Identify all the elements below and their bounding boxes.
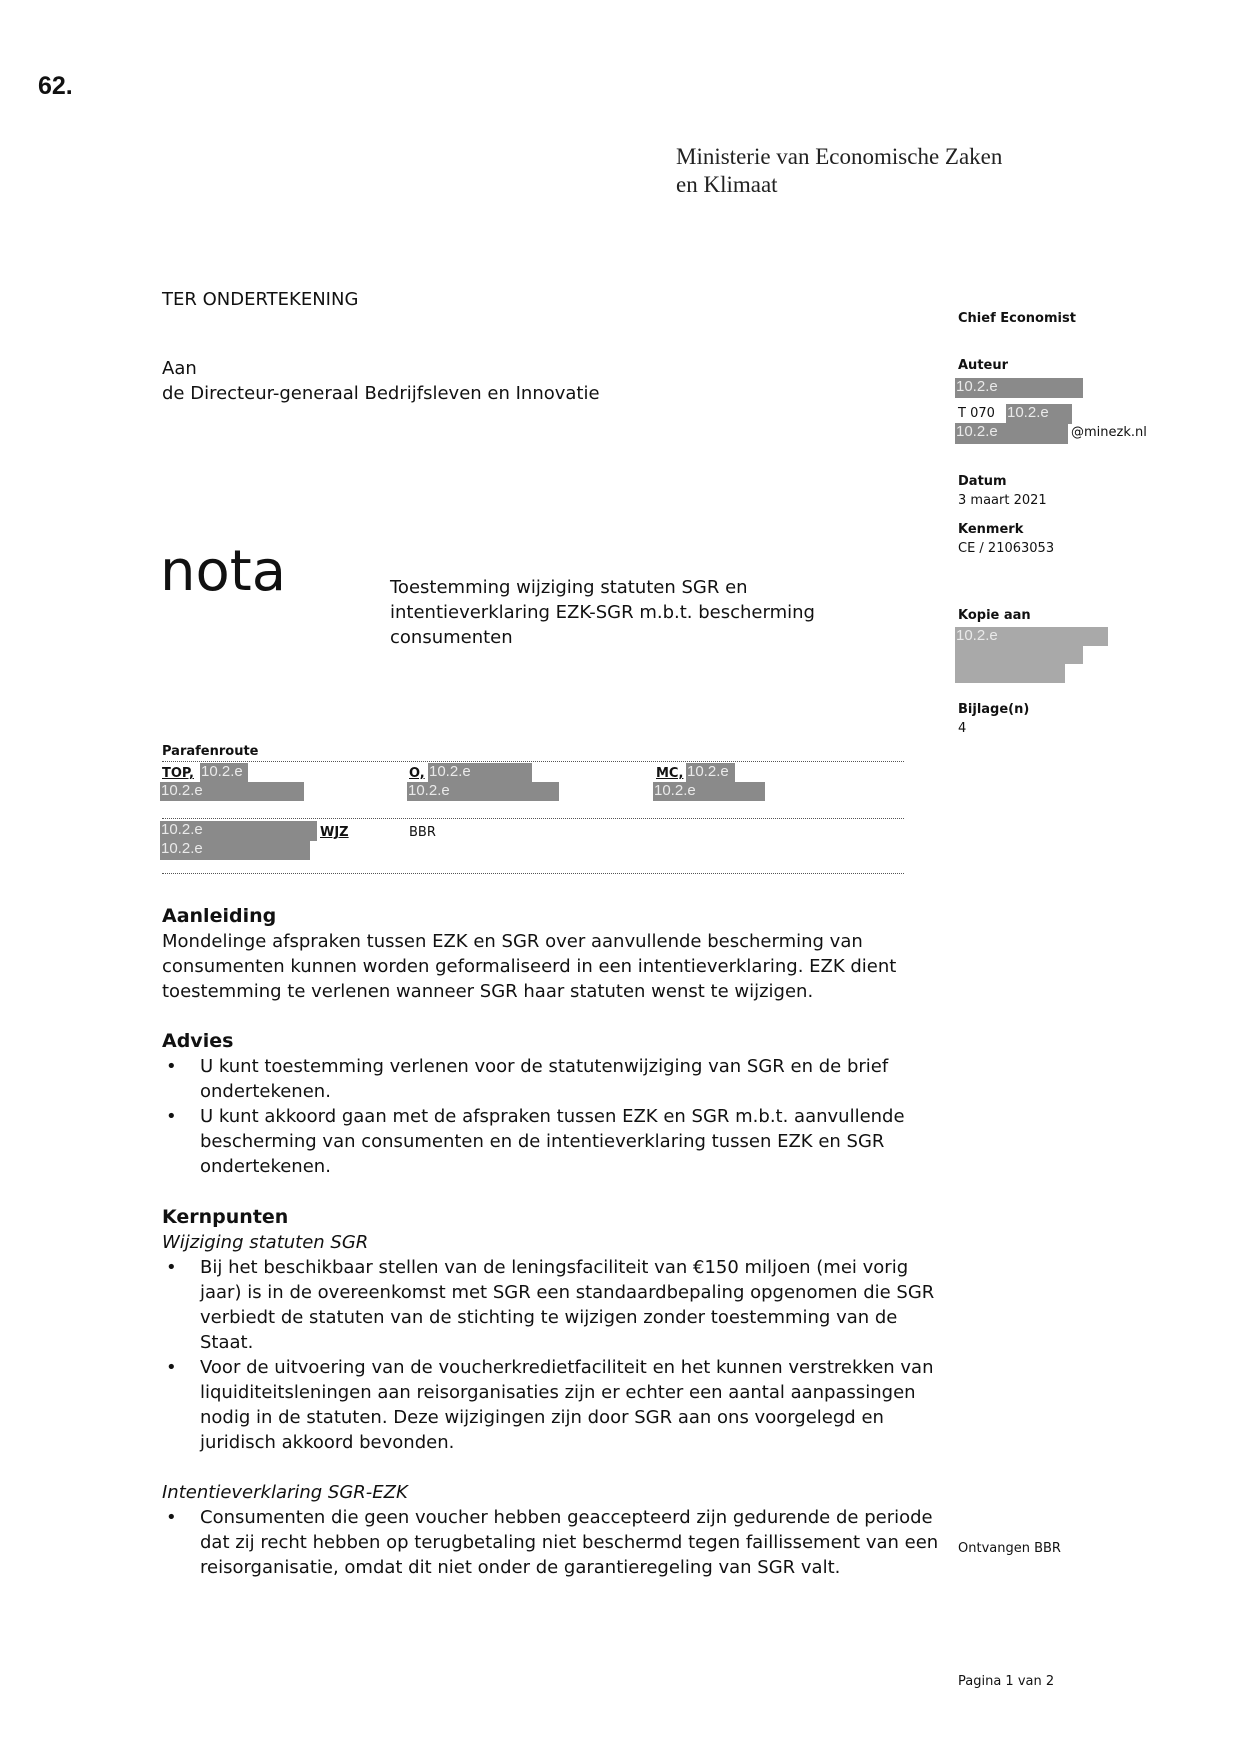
- subject: Toestemming wijziging statuten SGR en intentieverklaring EZK-SGR m.b.t. bescherming consumenten: [390, 577, 815, 648]
- redaction-copy: 10.2.e: [955, 627, 1108, 646]
- list-item: • Voor de uitvoering van de voucherkredietfaciliteit en het kunnen verstrekken van liquiditeitsleningen aan reisorganisaties zijn er echter een aantal aanpassingen nodig in de statuten. Deze wijzigingen zijn door SGR aan ons voorgelegd en juridisch akkoord bevonden.: [162, 1355, 952, 1455]
- route-divider-2: [162, 818, 904, 819]
- redaction-route-top-2: 10.2.e: [160, 782, 304, 801]
- author-label: Auteur: [958, 358, 1009, 373]
- redaction-route-mc-2: 10.2.e: [653, 782, 765, 801]
- redaction-route-mc: 10.2.e: [686, 763, 735, 782]
- phone-prefix: T 070: [958, 406, 995, 421]
- route-divider-1: [162, 761, 904, 762]
- page-footer: Pagina 1 van 2: [958, 1674, 1055, 1689]
- document-number: 62.: [38, 72, 73, 100]
- route-top: TOP,: [162, 766, 194, 781]
- section-aanleiding-title: Aanleiding: [162, 905, 277, 927]
- reference-value: CE / 21063053: [958, 541, 1055, 556]
- redaction-author: 10.2.e: [955, 378, 1083, 398]
- redaction-route-o: 10.2.e: [428, 763, 532, 782]
- redaction-route-top: 10.2.e: [200, 763, 248, 782]
- redaction-phone: 10.2.e: [1006, 404, 1072, 424]
- kernpunten-list-1: [162, 1255, 952, 1455]
- list-item: • Consumenten die geen voucher hebben geaccepteerd zijn gedurende de periode dat zij recht hebben op terugbetaling niet beschermd tegen faillissement van een reisorganisatie, omdat dit niet onder de garantieregeling van SGR valt.: [162, 1505, 952, 1580]
- attachments-value: 4: [958, 721, 967, 736]
- section-kernpunten-title: Kernpunten: [162, 1206, 289, 1228]
- route-divider-3: [162, 873, 904, 874]
- department: Chief Economist: [958, 311, 1076, 326]
- redaction-route-wjz: 10.2.e: [160, 821, 317, 841]
- list-item: • U kunt akkoord gaan met de afspraken tussen EZK en SGR m.b.t. aanvullende bescherming van consumenten en de intentieverklaring tussen EZK en SGR ondertekenen.: [162, 1104, 952, 1179]
- ministry-line-1: Ministerie van Economische Zaken: [676, 144, 1003, 169]
- list-item: • Bij het beschikbaar stellen van de leningsfaciliteit van €150 miljoen (mei vorig jaar) is in de overeenkomst met SGR een standaardbepaling opgenomen die SGR verbiedt de statuten van de stichting te wijzigen zonder toestemming van de Staat.: [162, 1255, 952, 1355]
- redaction-copy-block: [955, 645, 1065, 683]
- advies-list: [162, 1054, 952, 1179]
- redaction-copy-block-edge: [1065, 645, 1083, 664]
- list-item: • U kunt toestemming verlenen voor de statutenwijziging van SGR en de brief ondertekenen.: [162, 1054, 952, 1104]
- attachments-label: Bijlage(n): [958, 702, 1030, 717]
- addressee-name: de Directeur-generaal Bedrijfsleven en Innovatie: [162, 383, 600, 404]
- route-bbr: BBR: [409, 825, 436, 840]
- addressee-label: Aan: [162, 358, 197, 379]
- stamp-label: TER ONDERTEKENING: [162, 289, 359, 310]
- redaction-route-wjz-2: 10.2.e: [160, 840, 310, 860]
- section-aanleiding-text: Mondelinge afspraken tussen EZK en SGR over aanvullende bescherming van consumenten kunnen worden geformaliseerd in een intentieverklaring. EZK dient toestemming te verlenen wanneer SGR haar statuten wenst te wijzigen.: [162, 931, 897, 1002]
- redaction-email: 10.2.e: [955, 423, 1068, 444]
- copy-label: Kopie aan: [958, 608, 1031, 623]
- received-note: Ontvangen BBR: [958, 1541, 1061, 1556]
- reference-label: Kenmerk: [958, 522, 1024, 537]
- route-wjz: WJZ: [320, 825, 349, 840]
- kernpunten-list-2: [162, 1505, 952, 1580]
- date-value: 3 maart 2021: [958, 493, 1047, 508]
- date-label: Datum: [958, 474, 1007, 489]
- ministry-logo-text: [676, 143, 1002, 199]
- route-mc: MC,: [656, 766, 684, 781]
- ministry-line-2: en Klimaat: [676, 172, 778, 197]
- document-type: nota: [160, 539, 287, 604]
- kernpunten-subheading-1: Wijziging statuten SGR: [162, 1232, 369, 1253]
- route-label: Parafenroute: [162, 744, 259, 759]
- email-suffix: @minezk.nl: [1071, 425, 1147, 440]
- route-o: O,: [409, 766, 425, 781]
- section-advies-title: Advies: [162, 1030, 234, 1052]
- redaction-route-o-2: 10.2.e: [407, 782, 559, 801]
- kernpunten-subheading-2: Intentieverklaring SGR-EZK: [162, 1482, 408, 1503]
